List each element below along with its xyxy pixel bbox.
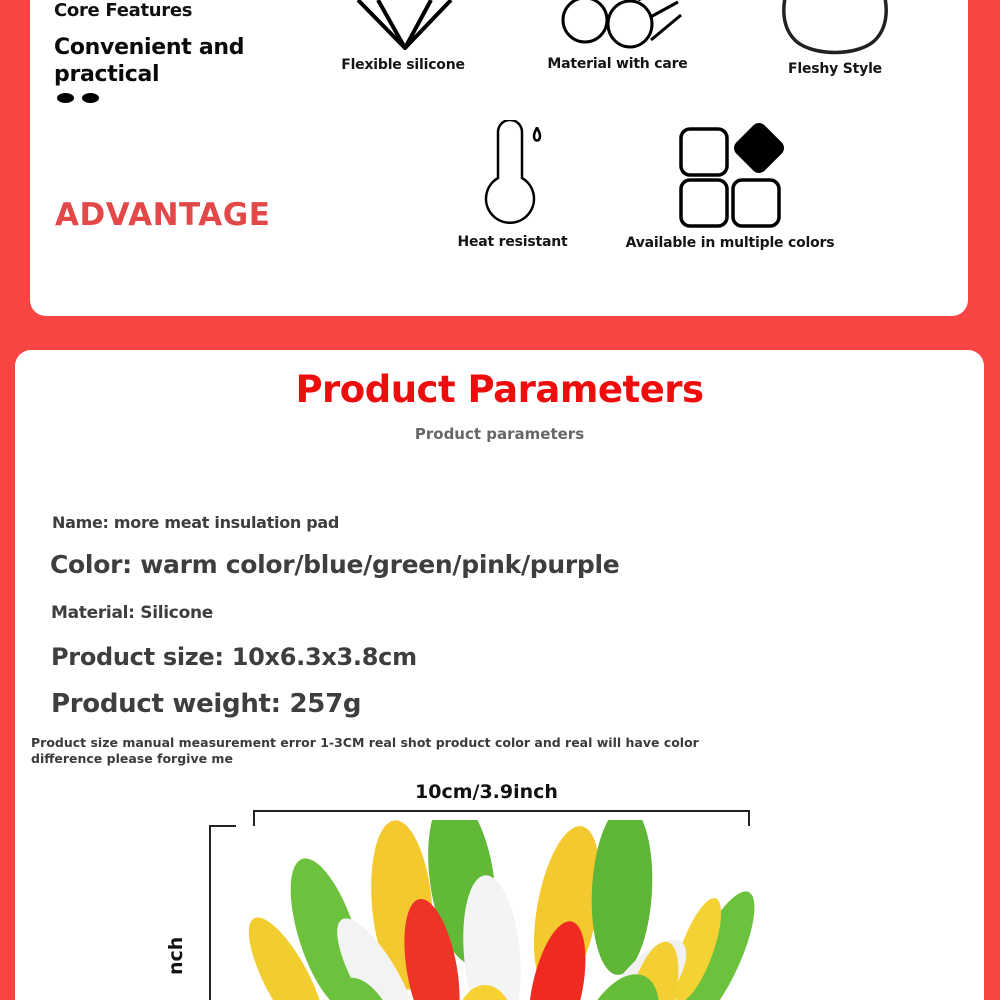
advantage-label: ADVANTAGE	[55, 197, 271, 233]
dot-icon	[57, 93, 74, 103]
feature-multiple-colors	[625, 120, 835, 251]
feature-label: Fleshy Style	[788, 61, 882, 77]
dot-icon	[82, 93, 99, 103]
spec-weight: Product weight: 257g	[51, 689, 362, 719]
feature-flexible-silicone	[338, 0, 468, 73]
feature-label: Available in multiple colors	[625, 235, 835, 251]
decorative-dots	[57, 93, 99, 103]
parameters-subtitle: Product parameters	[414, 425, 585, 443]
cylinders-icon	[553, 0, 683, 50]
spec-size: Product size: 10x6.3x3.8cm	[51, 643, 417, 671]
parameters-card	[15, 350, 984, 1000]
parameters-title: Product Parameters	[295, 368, 704, 411]
core-features-subtitle: Convenient and practical	[54, 35, 245, 87]
feature-label: Material with care	[547, 56, 688, 72]
feature-fleshy-style	[770, 0, 900, 77]
fleshy-pot-icon	[775, 0, 895, 56]
height-bracket	[209, 825, 236, 1000]
color-blocks-icon	[673, 120, 788, 230]
spec-material: Material: Silicone	[51, 603, 213, 623]
spec-name: Name: more meat insulation pad	[52, 513, 340, 532]
core-features-heading: Core Features	[54, 0, 193, 21]
succulent-spoons-image	[247, 820, 757, 1000]
feature-material-with-care	[545, 0, 690, 72]
thermometer-icon	[478, 120, 548, 230]
feature-heat-resistant	[450, 120, 575, 250]
spec-color: Color: warm color/blue/green/pink/purple	[50, 550, 620, 579]
diamond-icon	[353, 0, 453, 50]
dimension-width-label: 10cm/3.9inch	[415, 781, 558, 803]
feature-label: Heat resistant	[457, 234, 568, 250]
product-photo	[247, 820, 757, 1000]
features-card	[30, 0, 968, 316]
feature-label: Flexible silicone	[341, 57, 465, 73]
measurement-note: Product size manual measurement error 1-3CM real shot product color and real will have color difference please forgive me	[31, 735, 699, 766]
dimension-height-label: nch	[165, 936, 187, 975]
